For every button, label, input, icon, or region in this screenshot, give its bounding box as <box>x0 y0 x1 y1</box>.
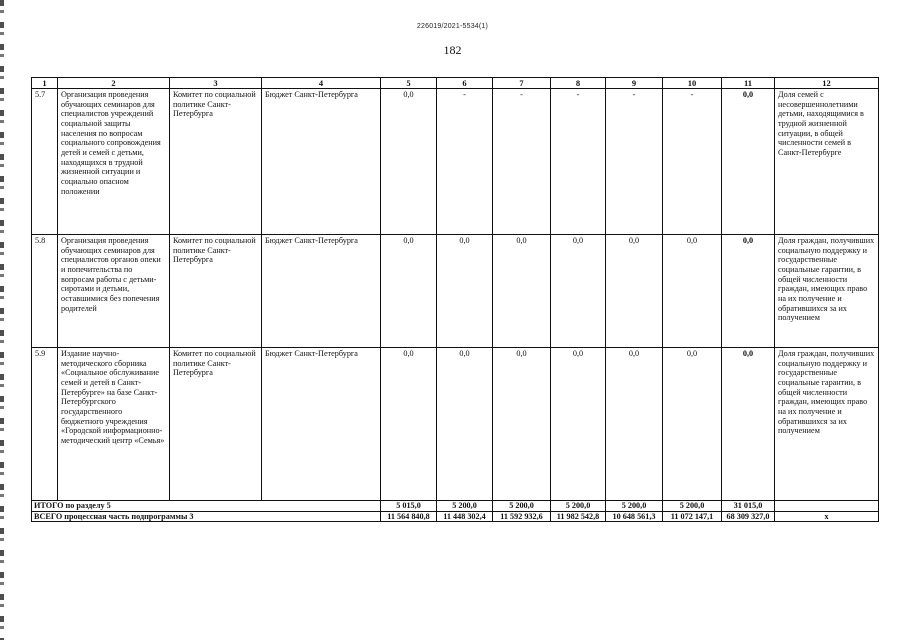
grand-total-indicator: х <box>775 511 879 522</box>
funding-source: Бюджет Санкт-Петербурга <box>262 89 381 235</box>
subtotal-value: 5 200,0 <box>437 501 493 512</box>
grand-total-value: 11 072 147,1 <box>663 511 722 522</box>
subtotal-indicator <box>775 501 879 512</box>
year-value: - <box>437 89 493 235</box>
year-value: 0,0 <box>437 348 493 501</box>
column-header: 2 <box>58 78 170 89</box>
year-value: - <box>663 89 722 235</box>
year-value: - <box>551 89 606 235</box>
column-header: 9 <box>606 78 663 89</box>
activity-name: Издание научно-методического сборника «Социальное обслуживание семей и детей в Санкт-Петербурге» на базе Санкт-Петербургского государственного бюджетного учреждения «Городской информационно-методический центр «Семья» <box>58 348 170 501</box>
table-row <box>32 89 879 235</box>
column-header: 10 <box>663 78 722 89</box>
column-header: 11 <box>722 78 775 89</box>
subtotal-value: 5 200,0 <box>551 501 606 512</box>
table-row <box>32 235 879 348</box>
year-value: 0,0 <box>551 348 606 501</box>
subtotal-row <box>32 501 879 512</box>
scan-edge-marks <box>0 0 4 640</box>
column-header: 8 <box>551 78 606 89</box>
year-value: 0,0 <box>606 235 663 348</box>
indicator: Доля семей с несовершеннолетними детьми, находящимися в трудной жизненной ситуации, в общей численности семей в Санкт-Петербурге <box>775 89 879 235</box>
year-value: 0,0 <box>381 235 437 348</box>
year-value: 0,0 <box>551 235 606 348</box>
year-value: - <box>493 89 551 235</box>
executor: Комитет по социальной политике Санкт-Петербурга <box>170 235 262 348</box>
grand-total-value: 11 448 302,4 <box>437 511 493 522</box>
funding-source: Бюджет Санкт-Петербурга <box>262 348 381 501</box>
subtotal-total: 31 015,0 <box>722 501 775 512</box>
subtotal-value: 5 200,0 <box>663 501 722 512</box>
row-total: 0,0 <box>722 348 775 501</box>
grand-total-label: ВСЕГО процессная часть подпрограммы 3 <box>32 511 381 522</box>
year-value: 0,0 <box>663 348 722 501</box>
column-header: 4 <box>262 78 381 89</box>
activity-name: Организация проведения обучающих семинаров для специалистов органов опеки и попечительства по вопросам работы с детьми-сиротами и детьми, оставшимися без попечения родителей <box>58 235 170 348</box>
table-row <box>32 348 879 501</box>
program-table <box>31 77 879 522</box>
executor: Комитет по социальной политике Санкт-Петербурга <box>170 348 262 501</box>
indicator: Доля граждан, получивших социальную поддержку и государственные социальные гарантии, в общей численности граждан, имеющих право на их получение и обратившихся за их получением <box>775 348 879 501</box>
year-value: 0,0 <box>606 348 663 501</box>
year-value: - <box>606 89 663 235</box>
year-value: 0,0 <box>663 235 722 348</box>
subtotal-value: 5 200,0 <box>606 501 663 512</box>
subtotal-value: 5 200,0 <box>493 501 551 512</box>
page-number: 182 <box>443 43 462 57</box>
activity-name: Организация проведения обучающих семинаров для специалистов учреждений социальной защиты населения по вопросам социального сопровождения детей и семей с детьми, находящихся в трудной жизненной ситуации и социально опасном положении <box>58 89 170 235</box>
year-value: 0,0 <box>381 348 437 501</box>
row-total: 0,0 <box>722 235 775 348</box>
table-header-row <box>32 78 879 89</box>
grand-total-row <box>32 511 879 522</box>
indicator: Доля граждан, получивших социальную поддержку и государственные социальные гарантии, в общей численности граждан, имеющих право на их получение и обратившихся за их получением <box>775 235 879 348</box>
row-number: 5.7 <box>32 89 58 235</box>
subtotal-value: 5 015,0 <box>381 501 437 512</box>
subtotal-label: ИТОГО по разделу 5 <box>32 501 381 512</box>
year-value: 0,0 <box>493 348 551 501</box>
executor: Комитет по социальной политике Санкт-Петербурга <box>170 89 262 235</box>
grand-total-value: 10 648 561,3 <box>606 511 663 522</box>
column-header: 7 <box>493 78 551 89</box>
row-total: 0,0 <box>722 89 775 235</box>
funding-source: Бюджет Санкт-Петербурга <box>262 235 381 348</box>
grand-total-value: 11 982 542,8 <box>551 511 606 522</box>
year-value: 0,0 <box>493 235 551 348</box>
document-id: 226019/2021-5534(1) <box>416 23 489 30</box>
grand-total-value: 11 564 840,8 <box>381 511 437 522</box>
row-number: 5.8 <box>32 235 58 348</box>
column-header: 3 <box>170 78 262 89</box>
column-header: 12 <box>775 78 879 89</box>
year-value: 0,0 <box>437 235 493 348</box>
grand-total-total: 68 309 327,0 <box>722 511 775 522</box>
column-header: 5 <box>381 78 437 89</box>
grand-total-value: 11 592 932,6 <box>493 511 551 522</box>
row-number: 5.9 <box>32 348 58 501</box>
column-header: 1 <box>32 78 58 89</box>
column-header: 6 <box>437 78 493 89</box>
year-value: 0,0 <box>381 89 437 235</box>
